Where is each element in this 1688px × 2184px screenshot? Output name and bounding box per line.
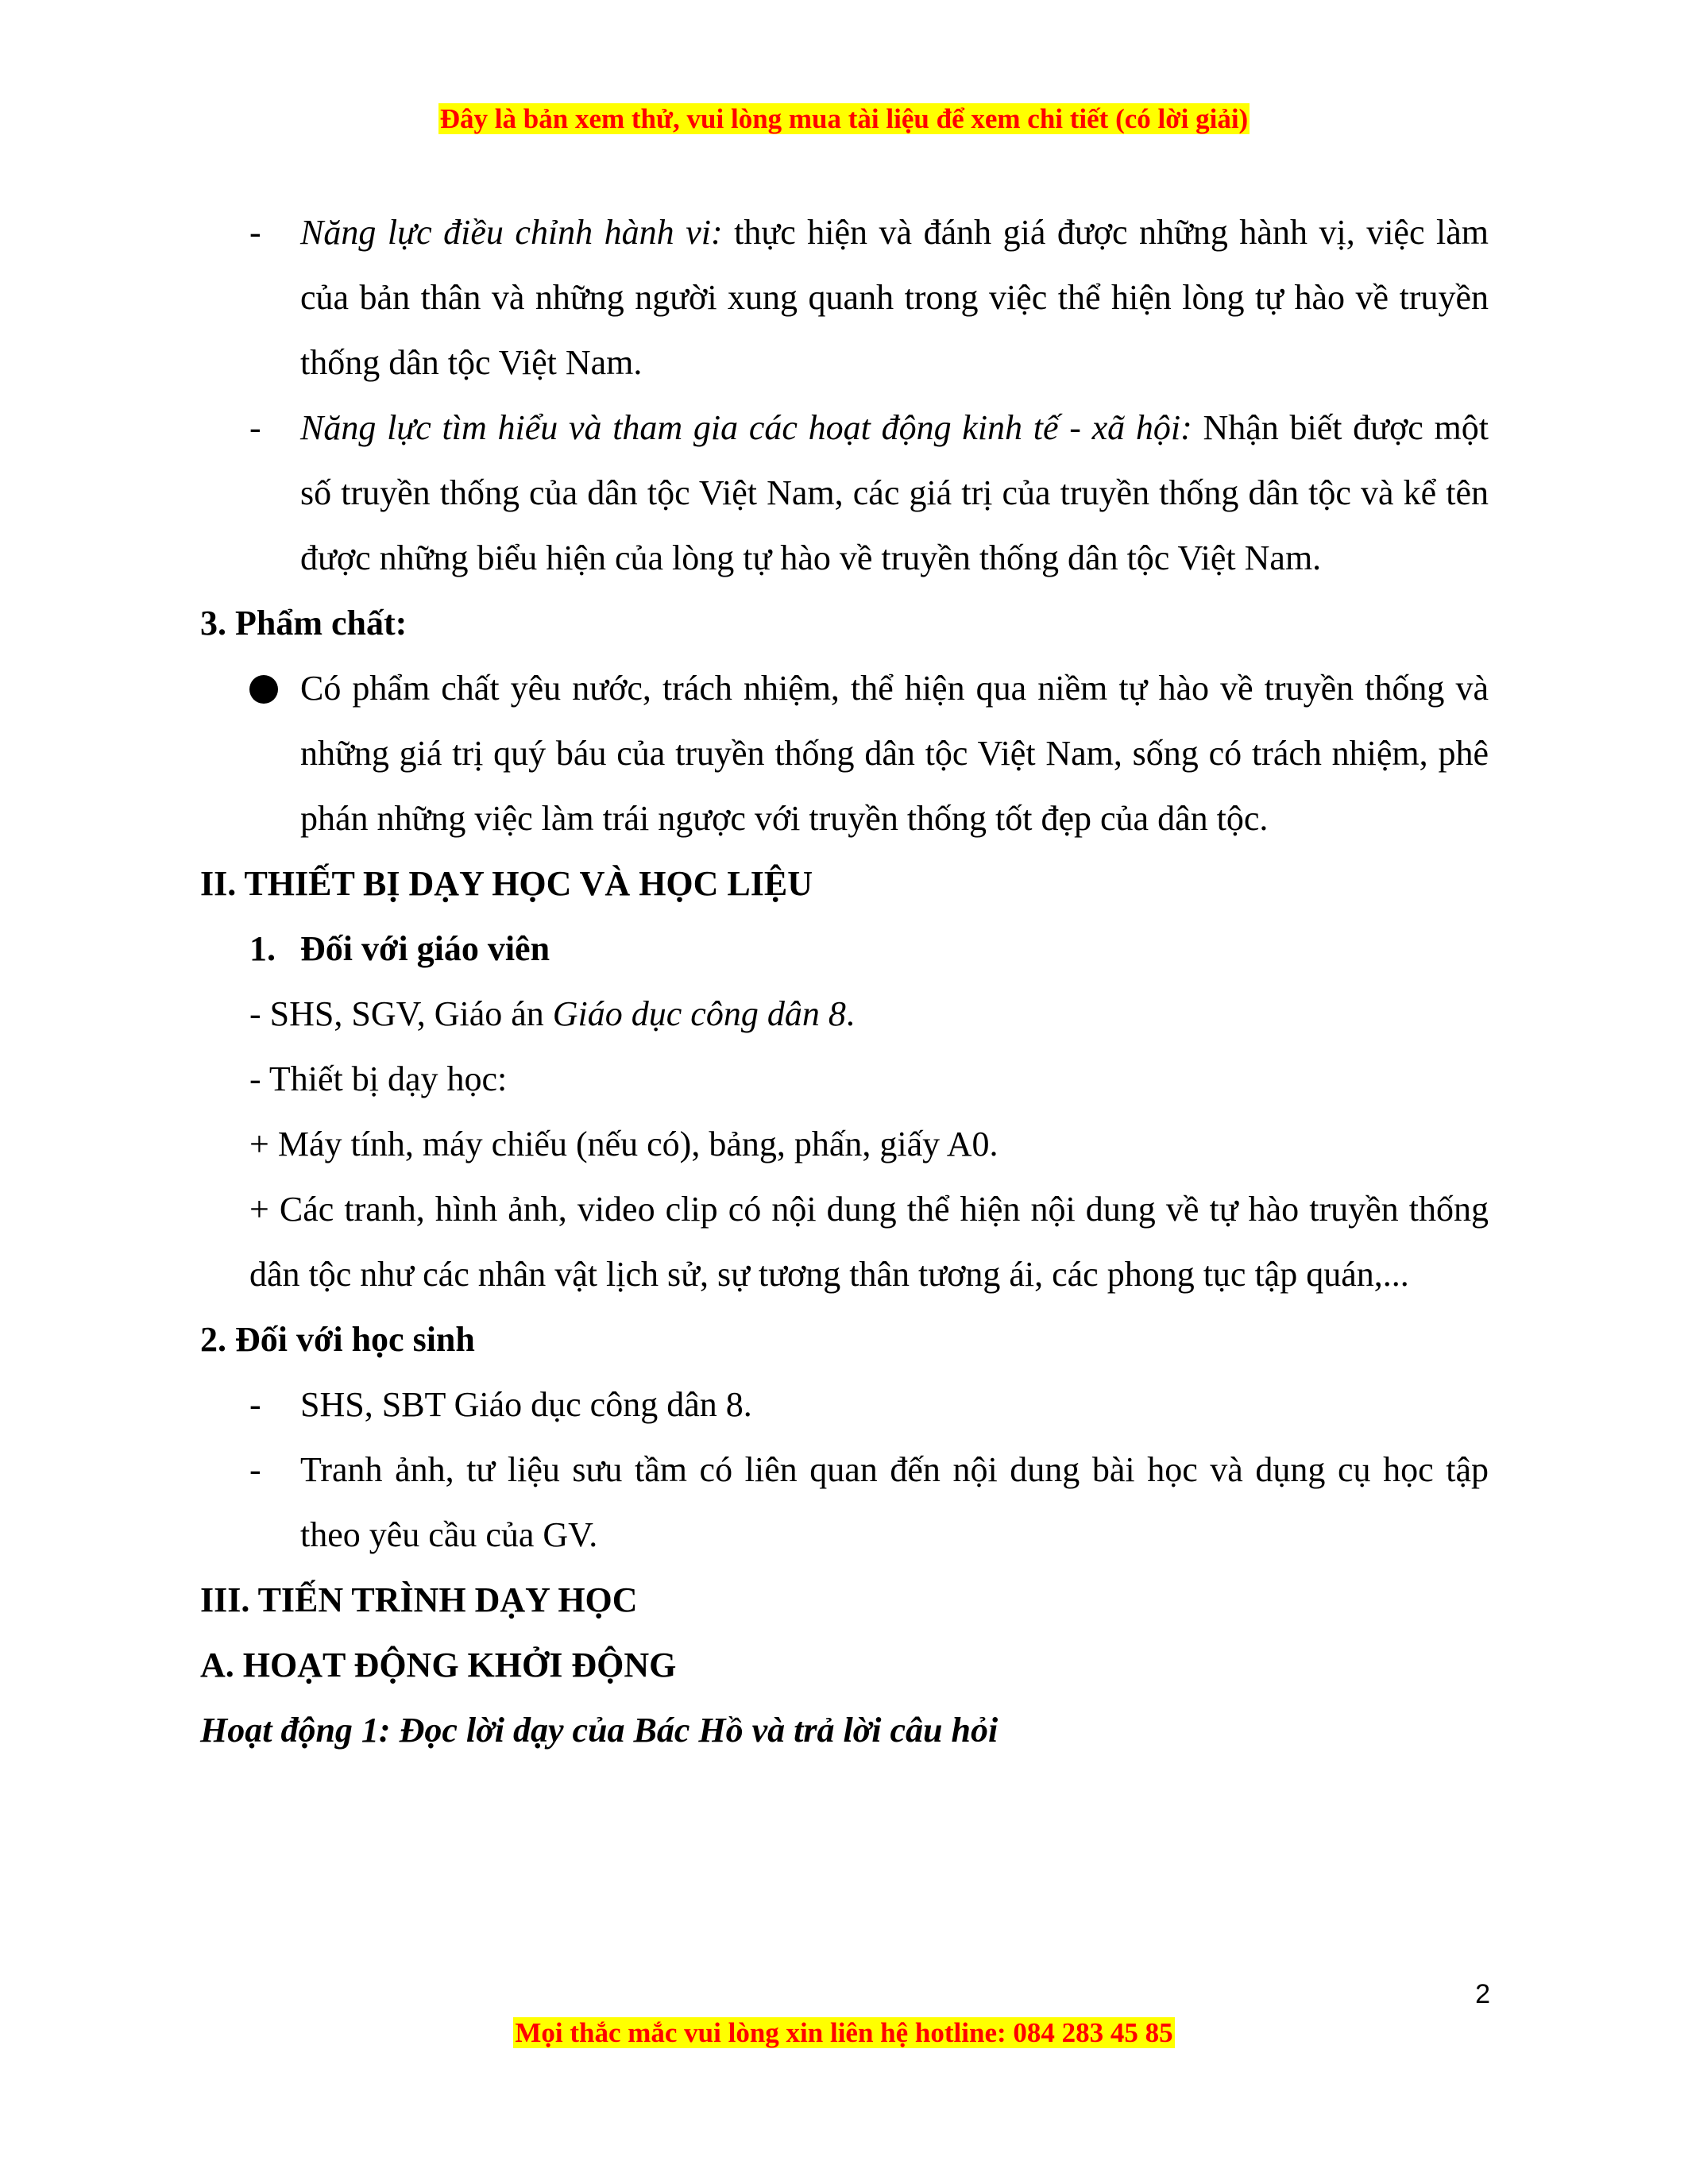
item-text: thực hiện và đánh giá được những hành vị, việc làm của bản thân và những người xung quanh trong việc thể hiện lòng tự hào về truyền thống dân tộc Việt Nam. <box>300 213 1489 382</box>
section-heading-pham-chat: 3. Phẩm chất: <box>200 604 408 642</box>
subheading-label: Đối với giáo viên <box>300 929 550 968</box>
item-text: Tranh ảnh, tư liệu sưu tầm có liên quan đến nội dung bài học và dụng cụ học tập theo yêu cầu của GV. <box>300 1450 1489 1554</box>
list-item <box>200 396 1489 591</box>
item-label: Năng lực điều chỉnh hành vi: <box>300 213 723 252</box>
item-label: Năng lực tìm hiểu và tham gia các hoạt động kinh tế - xã hội: <box>300 408 1192 447</box>
gv-line: + Các tranh, hình ảnh, video clip có nội dung thể hiện nội dung về tự hào truyền thống dân tộc như các nhân vật lịch sử, sự tương thân tương ái, các phong tục tập quán,... <box>249 1190 1489 1294</box>
gv-line-text: - SHS, SGV, Giáo án <box>249 994 553 1033</box>
gv-line: - Thiết bị dạy học: <box>249 1059 508 1098</box>
item-text: SHS, SBT Giáo dục công dân 8. <box>300 1385 752 1424</box>
page-number: 2 <box>1475 1979 1490 2009</box>
item-text: Nhận biết được một số truyền thống của dân tộc Việt Nam, các giá trị của truyền thống dân tộc và kể tên được những biểu hiện của lòng tự hào về truyền thống dân tộc Việt Nam. <box>300 408 1489 577</box>
gv-line <box>200 982 1489 1047</box>
dash-marker: - <box>249 408 261 447</box>
dash-marker: - <box>249 213 261 252</box>
list-item <box>200 200 1489 396</box>
preview-banner <box>0 103 1688 135</box>
section-heading-hoc-sinh: 2. Đối với học sinh <box>200 1320 475 1359</box>
bullet-text: Có phẩm chất yêu nước, trách nhiệm, thể hiện qua niềm tự hào về truyền thống và những giá trị quý báu của truyền thống dân tộc Việt Nam, sống có trách nhiệm, phê phán những việc làm trái ngược với truyền thống tốt đẹp của dân tộc. <box>300 669 1489 838</box>
document-body <box>200 200 1489 1763</box>
gv-line-suffix: . <box>845 994 855 1033</box>
hotline-banner-text: Mọi thắc mắc vui lòng xin liên hệ hotline: 084 283 45 85 <box>515 2017 1173 2048</box>
dash-marker: - <box>249 1385 261 1424</box>
gv-line: + Máy tính, máy chiếu (nếu có), bảng, phấn, giấy A0. <box>249 1125 999 1163</box>
list-item <box>200 1372 1489 1437</box>
section-heading-thiet-bi: II. THIẾT BỊ DẠY HỌC VÀ HỌC LIỆU <box>200 864 813 903</box>
hotline-banner <box>0 2017 1688 2049</box>
subheading-number: 1. <box>249 929 276 968</box>
bullet-dot-icon <box>249 675 278 704</box>
dash-marker: - <box>249 1450 261 1489</box>
subheading-giao-vien <box>200 916 1489 982</box>
activity-heading: Hoạt động 1: Đọc lời dạy của Bác Hồ và trả lời câu hỏi <box>200 1711 999 1750</box>
section-heading-khoi-dong: A. HOẠT ĐỘNG KHỞI ĐỘNG <box>200 1646 677 1684</box>
gv-line-italic: Giáo dục công dân 8 <box>552 994 846 1033</box>
preview-banner-text: Đây là bản xem thử, vui lòng mua tài liệu để xem chi tiết (có lời giải) <box>439 103 1249 134</box>
section-heading-tien-trinh: III. TIẾN TRÌNH DẠY HỌC <box>200 1580 638 1619</box>
list-item <box>200 1437 1489 1568</box>
bullet-item <box>200 656 1489 851</box>
